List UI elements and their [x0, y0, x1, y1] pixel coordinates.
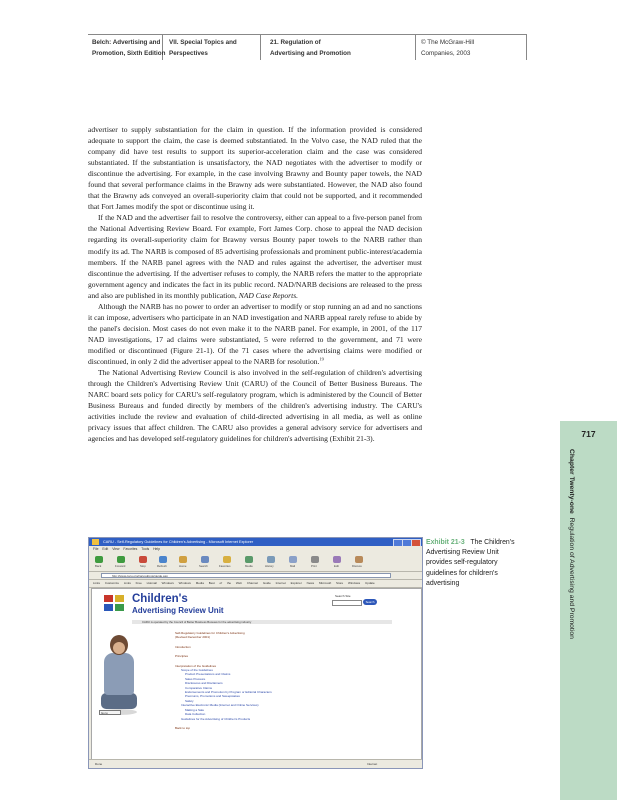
ie-logo-icon	[92, 539, 99, 545]
home-icon[interactable]	[179, 556, 187, 563]
web-page	[91, 588, 422, 760]
list-item[interactable]: Disclosures and Disclaimers	[185, 681, 223, 686]
list-item[interactable]: Scope of the Guidelines	[181, 668, 213, 673]
child-photo	[98, 633, 138, 751]
caru-logo	[104, 595, 126, 612]
close-icon[interactable]	[411, 539, 421, 546]
stop-icon[interactable]	[139, 556, 147, 563]
paragraph: Although the NARB has no power to order an advertiser to modify or stop running an ad and no sanctions it can impose, advertisers who participate in an NAD investigation and NARB appeal rarely refuse to abide by the panel's decision. Most cases do not even make it to the NARB panel. For example, in 2001, of the 117 NAD investigations, 17 ad claims were substantiated, 5 were referred to the government, and 71 were modified or discontinued (Figure 21-1). Of the 71 cases where the advertising claims were modified or discontinued, in only 2 did the advertiser appeal to the NARB for resolution.$^{19}$	[88, 301, 422, 366]
site-title-line-2: Advertising Review Unit	[132, 606, 224, 615]
paragraph: If the NAD and the advertiser fail to resolve the controversy, either can appeal to a five-person panel from the National Advertising Review Board. For example, Fort James Corp. chose to appeal the NAD decision regarding its overall-superiority claim for Brawny versus Bounty paper towels to the NARB rather than modify its ad. The NARB is composed of 85 advertising professionals and prominent public-interest/academia members. If the NARB panel agrees with the NAD and rules against the advertiser, the advertiser must discontinue the advertising. If the advertiser refuses to comply, the NARB refers the matter to the appropriate government agency and indicates the fact in its public record. NAD/NARB decisions are released to the press and also are published in its monthly publication, NAD Case Reports.	[88, 213, 422, 300]
edit-icon[interactable]	[333, 556, 341, 563]
list-item[interactable]: Introduction	[175, 644, 191, 649]
list-item[interactable]: Guidelines for the Advertising of Children's Products	[181, 716, 251, 721]
discuss-icon[interactable]	[355, 556, 363, 563]
header-chapter: 21. Regulation of Advertising and Promotion	[270, 39, 351, 57]
list-item[interactable]: Making a Sale	[185, 707, 205, 712]
list-item[interactable]: Premiums, Promotions and Sweepstakes	[185, 694, 240, 699]
list-item[interactable]: Safety	[185, 698, 194, 703]
back-icon[interactable]	[95, 556, 103, 563]
chapter-sidebar	[560, 421, 617, 800]
status-text: Done	[95, 762, 103, 766]
list-item: Self-Regulatory Guidelines for Children's Advertising	[175, 631, 245, 635]
site-title: Children's	[132, 593, 188, 605]
site-tagline: CARU is operated by the Council of Better Business Bureaus for the advertising industry	[132, 620, 392, 624]
list-item[interactable]: Comparative Claims	[185, 685, 213, 690]
search-button[interactable]: Search	[363, 599, 377, 605]
header-divider	[260, 34, 261, 60]
list-item: (Revised December 2001)	[175, 635, 211, 640]
media-icon[interactable]	[245, 556, 253, 563]
browser-title-bar: CARU - Self-Regulatory Guidelines for Children's Advertising - Microsoft Internet Explorer	[89, 538, 422, 546]
address-bar	[89, 572, 422, 580]
body-text	[88, 124, 422, 444]
paragraph: The National Advertising Review Council is also involved in the self-regulation of children's advertising through the Children's Advertising Review Unit (CARU) of the Council of Better Business Bureaus. The NARC board sets policy for CARU's self-regulatory program, which is administered by the Council of Better Business Bureaus and funded directly by members of the children's advertising industry. The CARU's activities include the review and evaluation of child-directed advertising in all media, as well as online privacy issues that affect children. The CARU also provides a general advisory service for advertisers and agencies and has developed self-regulatory guidelines for children's advertising (Exhibit 21-3).	[88, 368, 422, 444]
exhibit-label: Exhibit 21-3	[426, 539, 465, 546]
footnote-ref: 19	[319, 356, 324, 362]
status-zone: Internet	[367, 762, 378, 766]
list-item[interactable]: Product Presentations and Claims	[185, 672, 231, 677]
header-divider	[526, 34, 527, 60]
header-book-title: Belch: Advertising and Promotion, Sixth Edition	[92, 39, 166, 57]
header-part: VII. Special Topics and Perspectives	[169, 39, 237, 57]
list-item[interactable]: Sales Pressure	[185, 676, 206, 681]
header-divider	[415, 34, 416, 60]
refresh-icon[interactable]	[159, 556, 167, 563]
paragraph: advertiser to supply substantiation for the claim in question. If the information provided is considered adequate to support the claim, the case is deemed substantiated. In the Volvo case, the NAD ruled that the company did have test results to support its superior-acceleration claim and the case was considered substantiated. If the substantiation is unsatisfactory, the NAD negotiates with the advertiser to modify or discontinue the advertising. For example, in the case involving Brawny and Bounty paper towels, the NAD found that several performance claims in the Brawny ads were substantiated. However, the NAD also found that the Brawny ads conveyed an overall-superiority claim that could not be supported, and it recommended that Fort James modify the spot or discontinue using it.	[88, 125, 422, 212]
list-item[interactable]: Interpretation of the Guidelines	[175, 663, 217, 668]
links-bar[interactable]: Links Customize Links Free Hotmail Windows Windows Media Best of the Web Channel Guide Internet Explorer News Microsoft Store Windows Update	[89, 580, 422, 588]
forward-icon[interactable]	[117, 556, 125, 563]
browser-toolbar: Back Forward Stop Refresh Home Search Favorites Media History Mail Print Edit Discuss	[89, 553, 422, 572]
exhibit-caption: Exhibit 21-3 The Children's Advertising Review Unit provides self-regulatory guidelines for children's advertising	[426, 539, 515, 587]
list-item[interactable]: Principles	[175, 654, 189, 659]
guidelines-links	[175, 631, 405, 730]
list-item[interactable]: Endorsements and Promotion by Program or Editorial Characters	[185, 690, 272, 695]
print-icon[interactable]	[311, 556, 319, 563]
status-bar	[89, 759, 422, 768]
exhibit-screenshot	[88, 537, 423, 769]
header-copyright: © The McGraw-Hill Companies, 2003	[421, 39, 475, 57]
chapter-running-title: Chapter Twenty-one Regulation of Advertising and Promotion	[568, 449, 575, 639]
browser-menu-bar[interactable]: File Edit View Favorites Tools Help	[93, 547, 161, 551]
back-to-top-link[interactable]: Back to top	[175, 725, 191, 730]
list-item[interactable]: Data Collection	[185, 712, 206, 717]
search-icon[interactable]	[201, 556, 209, 563]
history-icon[interactable]	[267, 556, 275, 563]
go-to-select[interactable]: Go to	[99, 710, 121, 715]
search-label: Search Site	[335, 594, 351, 598]
favorites-icon[interactable]	[223, 556, 231, 563]
header-rule	[88, 34, 526, 35]
list-item[interactable]: Interactive Electronic Media (Internet and Online Services)	[181, 703, 259, 708]
page-number: 717	[581, 429, 596, 439]
mail-icon[interactable]	[289, 556, 297, 563]
search-input[interactable]	[332, 600, 362, 606]
address-input[interactable]: http://www.caru.org/carusubpgs/guide.asp	[101, 573, 391, 578]
